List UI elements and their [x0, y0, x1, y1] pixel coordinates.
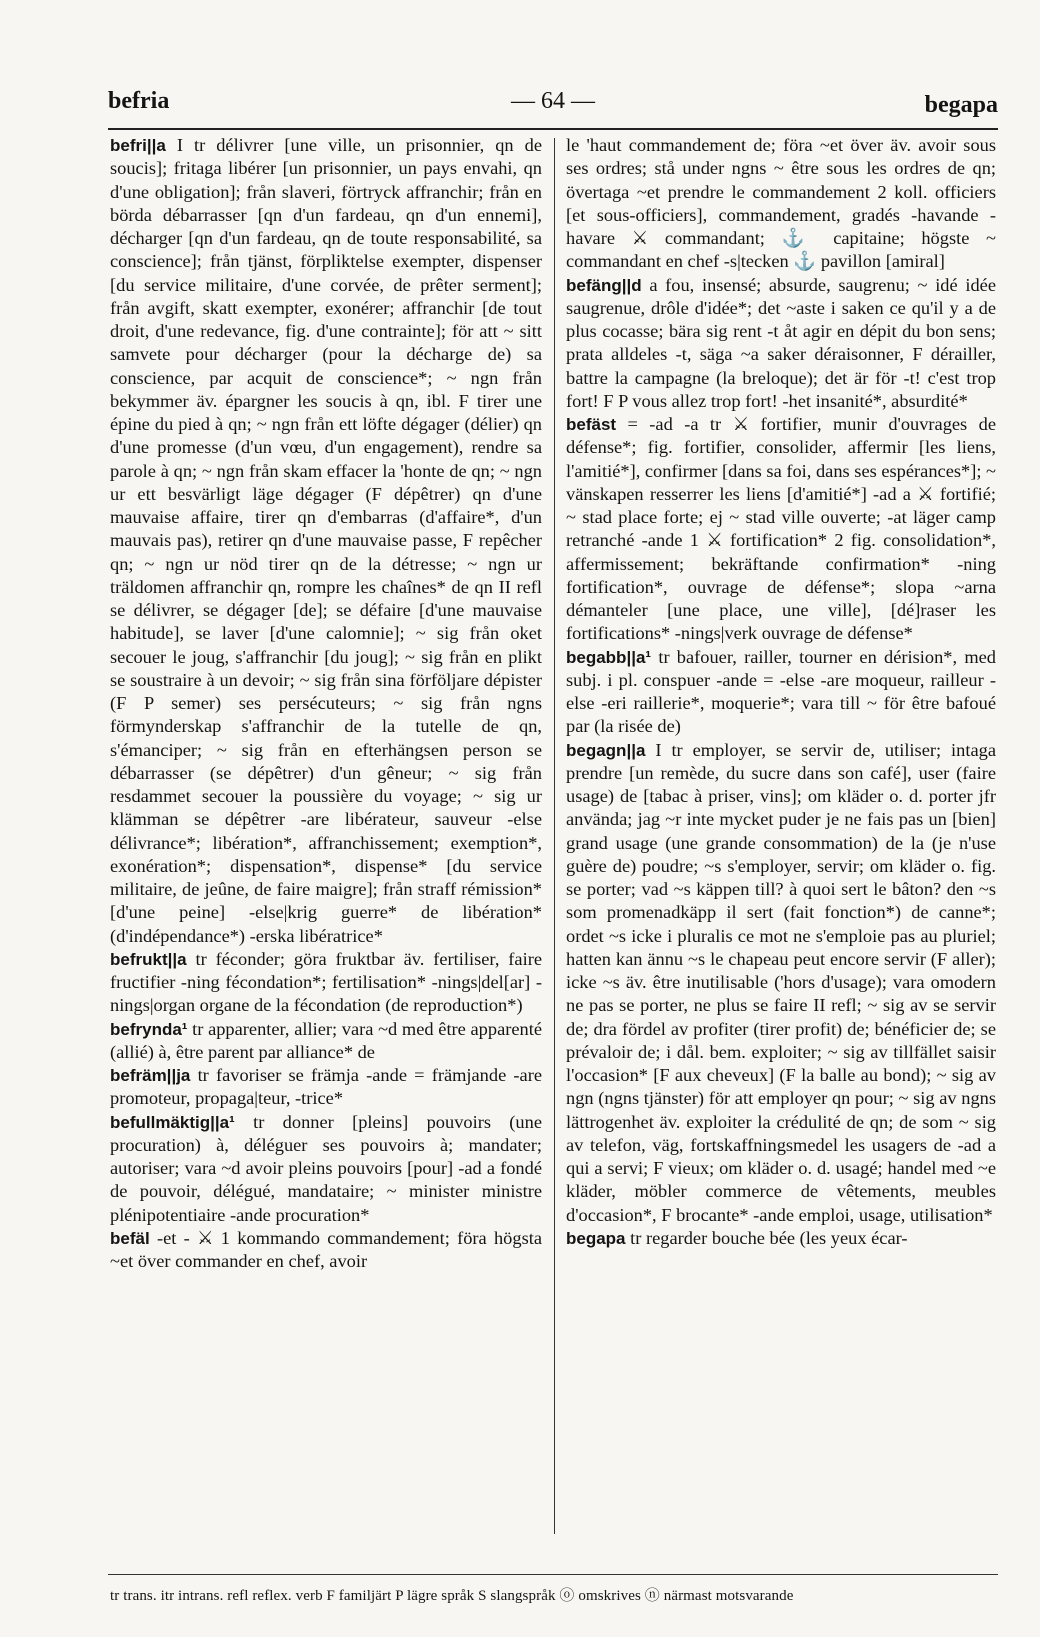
- entry: [110, 948, 542, 1018]
- entry-headword: befräm||ja: [110, 1066, 191, 1085]
- entry: [110, 134, 542, 948]
- entry-text: I tr délivrer [une ville, un prisonnier, qn de soucis]; fritaga libérer [un prisonnier, un pays envahi, qn d'une obligation]; från slaveri, förtryck affranchir; från en börda débarrasser [qn d'un fardeau, qn d'un ennemi], décharger [qn d'un fardeau, qn de toute responsabilité, sa conscience]; från tjänst, förpliktelse exempter, dispenser [du service militaire, d'une corvée, de prêter serment]; från avgift, skatt exempter, exonérer; affranchir [de tout droit, d'une redevance, fig. d'une contrainte]; för att ~ sitt samvete pour décharger (pour la décharge de) sa conscience, par acquit de conscience*; ~ ngn från bekymmer äv. épargner les soucis à qn, ibl. F tirer une épine du pied à qn; ~ ngn från ett löfte dégager (délier) qn d'une promesse (d'un vœu, d'un engagement), rendre sa parole à qn; ~ ngn från skam effacer la 'honte de qn; ~ ngn ur ett besvärligt läge dégager (F dépêtrer) qn d'une mauvaise affaire, tirer qn d'embarras (d'affaire*, d'un mauvais pas), retirer qn d'une mauvaise passe, F repêcher qn; ~ ngn ur nöd tirer qn de la détresse; ~ ngn ur träldomen affranchir qn, rompre les chaînes* de qn II refl se délivrer, se dégager [de]; se défaire [d'une mauvaise habitude], se laver [d'une calomnie]; ~ sig från oket secouer le joug, s'affranchir [du joug]; ~ sig från en plikt se soustraire à un devoir; ~ sig från sina förföljare dépister (F P semer) ses persécuteurs; ~ sig från ngns förmynderskap s'affranchir de la tutelle de qn, s'émanciper; ~ sig från en efterhängsen person se débarrasser (se dépêtrer) d'un gêneur; ~ sig från resdammet secouer la poussière du voyage; ~ sig ur klämman se dépêtrer -are libérateur, sauveur -else délivrance*; libération*, affranchissement; exemption*, exonération*; dispensation*, dispense* [du service militaire, de jeûne, de faire maigre]; från straff rémission* [d'une peine] -else|krig guerre* de libération* (d'indépendance*) -erska libératrice*: [110, 135, 542, 946]
- entry: [110, 1064, 542, 1111]
- footer-rule: [108, 1574, 998, 1575]
- entry-text: I tr employer, se servir de, utiliser; intaga prendre [un remède, du sucre dans son café], user (faire usage) de [tabac à priser, vins]; om kläder o. d. porter jfr använda; jag ~r inte mycket puder je ne fais pas un [bien] grand usage (une grande consommation) de la (je n'use guère de) poudre; ~s s'employer, servir; om kläder o. fig. se porter; vad ~s käppen till? à quoi sert le bâton? den ~s som promenadkäpp il sert (fait fonction*) de canne*; ordet ~s icke i pluralis ce mot ne s'emploie pas au pluriel; hatten kan ännu ~s le chapeau peut encore servir (F aller); icke ~s äv. être inutilisable ('hors d'usage); vara omodern ne pas se porter, ne plus se faire II refl; ~ sig av se servir de; dra fördel av profiter (tirer profit) de; bénéficier de; se prévaloir de; i dål. bem. exploiter; ~ sig av tillfället saisir l'occasion* [F aux cheveux] (F la balle au bond); ~ sig av ngn (ngns tjänster) för att employer qn pour; ~ sig av ngns lättrogenhet äv. exploiter la crédulité de qn; de som ~ sig av telefon, väg, fortskaffningsmedel les usagers de -ad a qui a servi; F vieux; om kläder o. d. usagé; handel med ~e kläder, möbler commerce de vêtements, meubles d'occasion*, F brocante* -ande emploi, usage, utilisation*: [566, 739, 996, 1225]
- entry: [110, 1111, 542, 1227]
- entry-text: tr donner [pleins] pouvoirs (une procuration) à, déléguer ses pouvoirs à; mandater; autoriser; vara ~d avoir pleins pouvoirs [pour] -ad a fondé de pouvoir, délégué, mandataire; ~ minister ministre plénipotentiaire -ande procuration*: [110, 1111, 542, 1225]
- abbreviation-legend: tr trans. itr intrans. refl reflex. verb F familjärt P lägre språk S slangspråk ⓞ omskrives ⓝ närmast motsvarande: [110, 1588, 794, 1604]
- entry-text: a fou, insensé; absurde, saugrenu; ~ idé idée saugrenue, drôle d'idée*; det ~aste i saken ce qu'il y a de plus cocasse; bära sig rent -t åt agir en dépit du bon sens; prata alldeles -t, säga ~a saker déraisonner, F dérailler, battre la campagne (la breloque); det är för -t! c'est trop fort! F P vous allez trop fort! -het insanité*, absurdité*: [566, 274, 996, 411]
- entry-headword: befrukt||a: [110, 949, 187, 969]
- left-column: [110, 134, 542, 1554]
- entry-headword: befäl: [110, 1228, 150, 1248]
- header-left-guideword: befria: [108, 88, 170, 114]
- header-rule: [108, 128, 998, 130]
- right-column: [566, 134, 996, 1554]
- page-header: [108, 88, 998, 122]
- entry: [566, 739, 996, 1227]
- entry-continued: [566, 134, 996, 274]
- entry: [566, 1227, 996, 1250]
- entry-text: le 'haut commandement de; föra ~et över äv. avoir sous ses ordres; stå under ngns ~ être sous les ordres de qn; övertaga ~et prendre le commandement 2 koll. officiers [et sous-officiers], commandement, gradés -havande -havare ⚔ commandant; ⚓ capitaine; högste ~ commandant en chef -s|tecken ⚓ pavillon [amiral]: [566, 135, 996, 272]
- column-divider: [554, 138, 555, 1534]
- entry-headword: befäng||d: [566, 275, 642, 295]
- entry: [566, 646, 996, 739]
- entry-text: tr favoriser se främja -ande = främjande -are promoteur, propaga|teur, -trice*: [110, 1065, 542, 1109]
- entry-headword: befäst: [566, 415, 617, 434]
- entry-headword: begapa: [566, 1228, 626, 1248]
- entry-text: tr bafouer, railler, tourner en dérision*, med subj. i pl. conspuer -ande = -else -are moqueur, railleur -else -eri raillerie*, moquerie*; vara till ~ för être bafoué par (la risée de): [566, 646, 996, 737]
- entry-text: -et - ⚔ 1 kommando commandement; föra högsta ~et över commander en chef, avoir: [110, 1227, 542, 1271]
- header-right-guideword: begapa: [924, 92, 998, 118]
- page-number: — 64 —: [511, 88, 595, 114]
- entry-text: = -ad -a tr ⚔ fortifier, munir d'ouvrages de défense*; fig. fortifier, consolider, affermir [les liens, l'amitié*], confirmer [dans sa foi, dans ses espérances*]; ~ vänskapen resserrer les liens [d'amitié*] -ad a ⚔ fortifié; ~ stad place forte; ej ~ stad ville ouverte; -at läger camp retranché -ande 1 ⚔ fortification* 2 fig. consolidation*, affermissement; bekräftande confirmation* -ning fortification*, ouvrage de défense*; slopa ~arna démanteler [une place, une ville], [dé]raser les fortifications* -nings|verk ouvrage de défense*: [566, 414, 996, 644]
- entry-headword: befrynda¹: [110, 1019, 188, 1039]
- entry: [566, 413, 996, 646]
- entry-text: tr regarder bouche bée (les yeux écar-: [630, 1227, 908, 1248]
- entry-headword: begabb||a¹: [566, 647, 652, 667]
- entry: [566, 274, 996, 414]
- entry-text: tr apparenter, allier; vara ~d med être apparenté (allié) à, être parent par alliance* de: [110, 1018, 542, 1062]
- entry-headword: befullmäktig||a¹: [110, 1112, 235, 1132]
- entry: [110, 1018, 542, 1065]
- entry: [110, 1227, 542, 1274]
- entry-headword: begagn||a: [566, 740, 646, 760]
- entry-text: tr féconder; göra fruktbar äv. fertiliser, faire fructifier -ning fécondation*; fertilisation* -nings|del[ar] -nings|organ organe de la fécondation (de reproduction*): [110, 948, 542, 1016]
- entry-headword: befri||a: [110, 136, 166, 155]
